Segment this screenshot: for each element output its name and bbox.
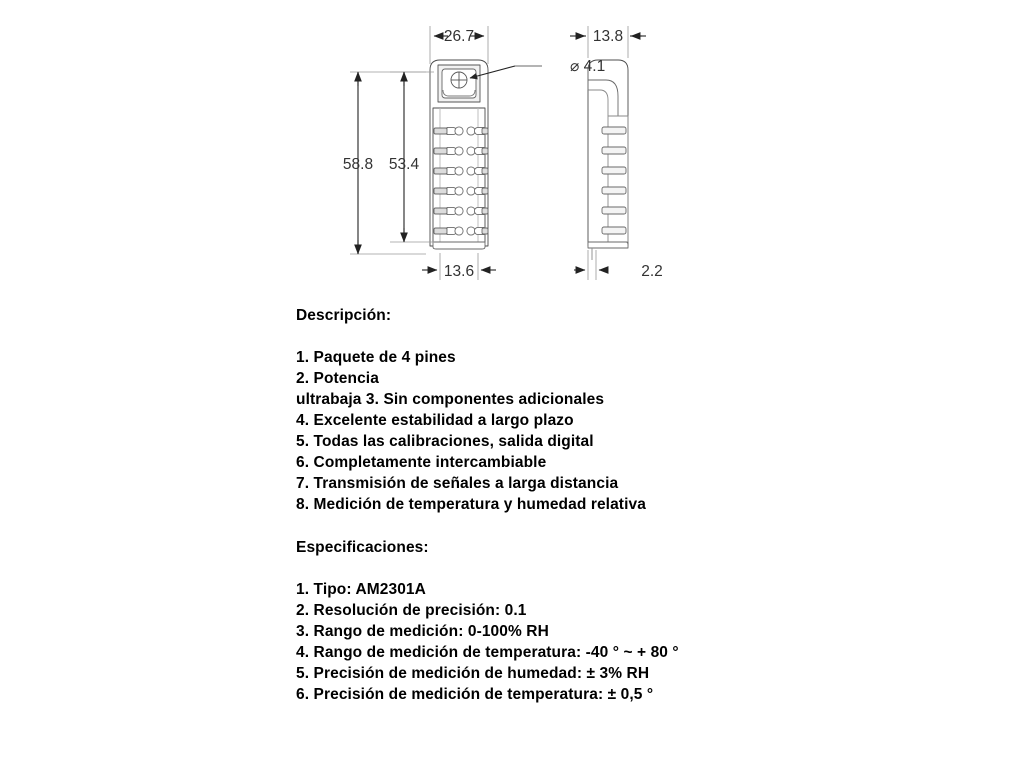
description-item: 5. Todas las calibraciones, salida digital (296, 433, 594, 450)
content-text-panel (296, 305, 936, 705)
description-spacer (296, 326, 936, 347)
drawing-canvas (330, 8, 690, 298)
description-item: 8. Medición de temperatura y humedad relativa (296, 496, 646, 513)
dim-width-body: 13.6 (443, 263, 475, 280)
description-item: ultrabaja 3. Sin componentes adicionales (296, 391, 605, 408)
description-item: 1. Paquete de 4 pines (296, 349, 456, 366)
description-item: 6. Completamente intercambiable (296, 454, 547, 471)
mechanical-drawing (330, 8, 690, 298)
specification-item: 5. Precisión de medición de humedad: ± 3% RH (296, 665, 650, 682)
specifications-heading: Especificaciones: (296, 539, 429, 556)
dim-depth-overall: 13.8 (592, 28, 624, 45)
dim-height-overall: 58.8 (342, 156, 374, 173)
side-view (588, 60, 628, 260)
specification-item: 6. Precisión de medición de temperatura: ± 0,5 ° (296, 686, 654, 703)
description-heading: Descripción: (296, 307, 392, 324)
specifications-list (296, 579, 936, 705)
description-list (296, 347, 936, 515)
dim-depth-tab: 2.2 (641, 263, 663, 280)
dim-width-overall: 26.7 (443, 28, 475, 45)
section-gap (296, 515, 936, 537)
specification-item: 4. Rango de medición de temperatura: -40 ° ~ + 80 ° (296, 644, 679, 661)
description-item: 2. Potencia (296, 370, 379, 387)
specification-item: 1. Tipo: AM2301A (296, 581, 426, 598)
specifications-spacer (296, 558, 936, 579)
front-view (430, 60, 488, 249)
specification-item: 3. Rango de medición: 0-100% RH (296, 623, 549, 640)
dim-hole-diameter: ⌀ 4.1 (570, 58, 606, 75)
specification-item: 2. Resolución de precisión: 0.1 (296, 602, 527, 619)
dim-height-body: 53.4 (388, 156, 420, 173)
description-item: 7. Transmisión de señales a larga distancia (296, 475, 619, 492)
description-item: 4. Excelente estabilidad a largo plazo (296, 412, 574, 429)
